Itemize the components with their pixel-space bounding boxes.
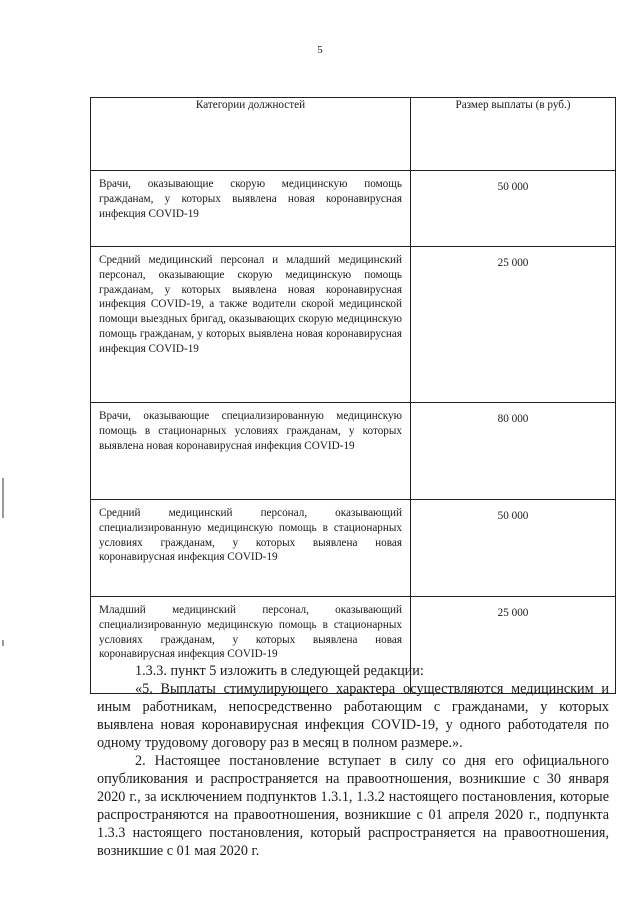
scan-margin-mark <box>2 478 4 518</box>
paragraph-effective-date: 2. Настоящее постановление вступает в силу со дня его официального опубликования и распространяется на правоотношения, возникшие с 30 января 2020 г., за исключением подпунктов 1.3.1, 1.3.2 настоящего постановления, которые распространяются на правоотношения, возникшие с 01 апреля 2020 г., подпункта 1.3.3 настоящего постановления, который распространяется на правоотношения, возникшие с 01 мая 2020 г. <box>97 753 609 859</box>
category-cell: Младший медицинский персонал, оказывающий специализированную медицинскую помощь в стационарных условиях гражданам, у которых выявлена новая коронавирусная инфекция COVID-19 <box>91 597 411 694</box>
scan-margin-mark <box>2 640 4 646</box>
amount-cell: 50 000 <box>411 500 616 597</box>
amount-cell: 50 000 <box>411 171 616 247</box>
table-row <box>91 171 616 247</box>
category-cell: Средний медицинский персонал, оказывающий специализированную медицинскую помощь в стационарных условиях гражданам, у которых выявлена новая коронавирусная инфекция COVID-19 <box>91 500 411 597</box>
header-category: Категории должностей <box>91 98 411 171</box>
header-amount: Размер выплаты (в руб.) <box>411 98 616 171</box>
paragraph-item-1-3-3: 1.3.3. пункт 5 изложить в следующей редакции: <box>135 663 424 679</box>
amount-cell: 80 000 <box>411 403 616 500</box>
paragraph-quoted-point-5: «5. Выплаты стимулирующего характера осуществляются медицинским и иным работникам, непосредственно работающим с гражданами, у которых выявлена новая коронавирусная инфекция COVID-19, у одного работодателя по одному трудовому договору раз в месяц в полном размере.». <box>97 681 609 751</box>
table-row <box>91 247 616 403</box>
category-cell: Врачи, оказывающие скорую медицинскую помощь гражданам, у которых выявлена новая коронавирусная инфекция COVID-19 <box>91 171 411 247</box>
category-cell: Средний медицинский персонал и младший медицинский персонал, оказывающие скорую медицинскую помощь гражданам, у которых выявлена новая коронавирусная инфекция COVID-19, а также водители скорой медицинской помощи выездных бригад, оказывающих скорую медицинскую помощь гражданам, у которых выявлена новая коронавирусная инфекция COVID-19 <box>91 247 411 403</box>
amount-cell: 25 000 <box>411 247 616 403</box>
page-number: 5 <box>317 44 323 56</box>
category-cell: Врачи, оказывающие специализированную медицинскую помощь в стационарных условиях гражданам, у которых выявлена новая коронавирусная инфекция COVID-19 <box>91 403 411 500</box>
table-row <box>91 403 616 500</box>
amount-cell: 25 000 <box>411 597 616 694</box>
table-row <box>91 500 616 597</box>
table-header-row <box>91 98 616 171</box>
payment-table <box>90 97 616 694</box>
body-text <box>97 662 609 860</box>
